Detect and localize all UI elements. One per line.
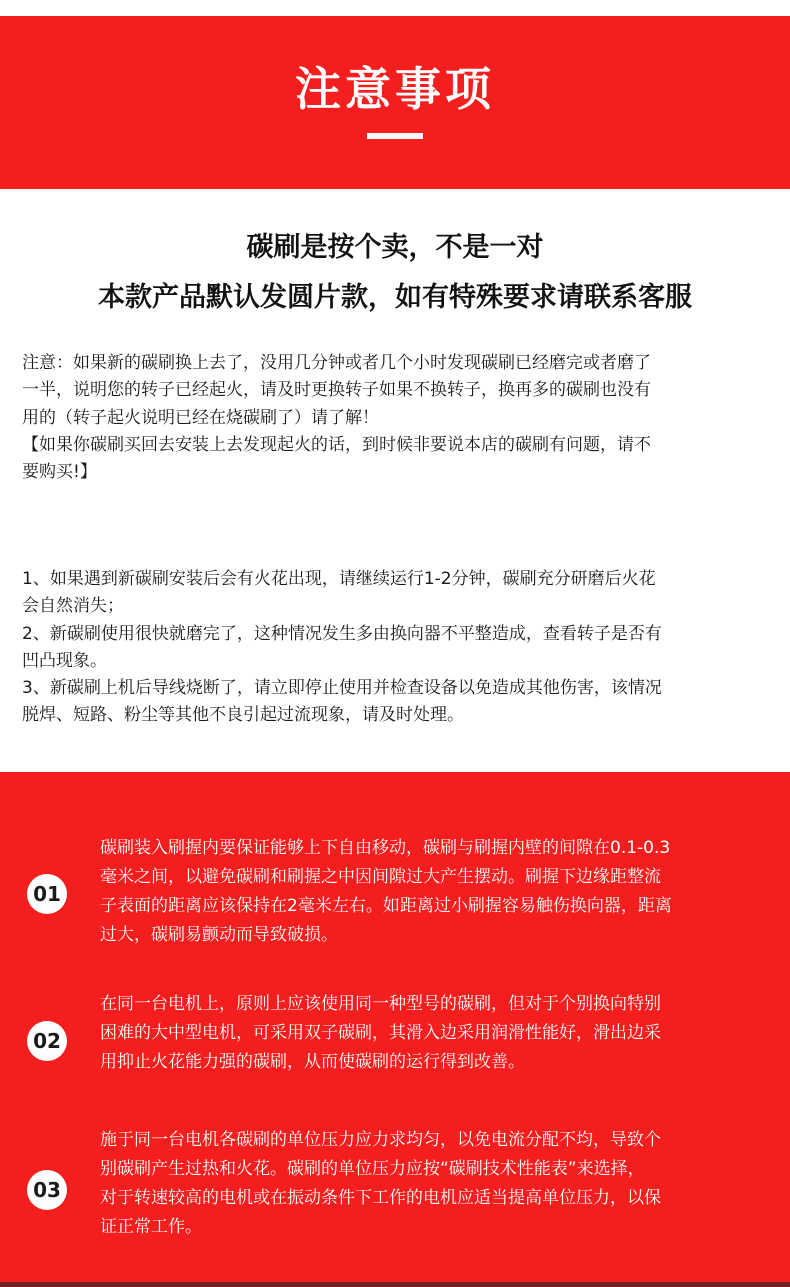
- tip-line: 别碳刷产生过热和火花。碳刷的单位压力应按“碳刷技术性能表”来选择，: [100, 1159, 645, 1179]
- tip-line: 子表面的距离应该保持在2毫米左右。如距离过小刷握容易触伤换向器，距离: [100, 896, 672, 916]
- notice-line: 要购买!】: [22, 462, 97, 483]
- notice-line: 一半，说明您的转子已经起火，请及时更换转子如果不换转子，换再多的碳刷也没有: [22, 380, 651, 401]
- tip-line: 在同一台电机上，原则上应该使用同一种型号的碳刷，但对于个别换向特别: [100, 994, 661, 1014]
- headline-sold-individually: 碳刷是按个卖，不是一对: [246, 232, 544, 263]
- tip-text: [100, 990, 770, 1077]
- tip-number-badge: 01: [27, 874, 67, 914]
- page-title: 注意事项: [295, 62, 495, 116]
- troubleshooting-steps: [22, 566, 772, 730]
- tip-text: [100, 834, 770, 950]
- tip-text: [100, 1126, 770, 1242]
- notice-line: 用的（转子起火说明已经在烧碳刷了）请了解！: [22, 407, 379, 428]
- tip-line: 过大，碳刷易颤动而导致破损。: [100, 925, 338, 945]
- tip-line: 施于同一台电机各碳刷的单位压力应力求均匀，以免电流分配不均，导致个: [100, 1130, 661, 1150]
- tip-number-badge: 02: [27, 1021, 67, 1061]
- step-line: 脱焊、短路、粉尘等其他不良引起过流现象，请及时处理。: [22, 705, 464, 726]
- tip-number-badge: 03: [27, 1170, 67, 1210]
- tip-line: 用抑止火花能力强的碳刷，从而使碳刷的运行得到改善。: [100, 1052, 525, 1072]
- notice-paragraph: [22, 350, 772, 486]
- notice-line: 【如果你碳刷买回去安装上去发现起火的话，到时候非要说本店的碳刷有问题，请不: [22, 434, 651, 455]
- title-underline: [367, 133, 423, 139]
- headline-default-shape: 本款产品默认发圆片款，如有特殊要求请联系客服: [98, 282, 692, 313]
- step-line: 1、如果遇到新碳刷安装后会有火花出现，请继续运行1-2分钟，碳刷充分研磨后火花: [22, 569, 656, 589]
- tip-line: 困难的大中型电机，可采用双子碳刷，其滑入边采用润滑性能好，滑出边采: [100, 1023, 661, 1043]
- tip-line: 证正常工作。: [100, 1217, 202, 1237]
- step-line: 会自然消失；: [22, 596, 124, 617]
- bottom-edge-divider: [0, 1282, 790, 1287]
- step-line: 3、新碳刷上机后导线烧断了，请立即停止使用并检查设备以免造成其他伤害，该情况: [22, 678, 662, 699]
- tip-line: 对于转速较高的电机或在振动条件下工作的电机应适当提高单位压力，以保: [100, 1188, 661, 1208]
- step-line: 凹凸现象。: [22, 650, 107, 671]
- notice-line: 注意：如果新的碳刷换上去了，没用几分钟或者几个小时发现碳刷已经磨完或者磨了: [22, 353, 651, 373]
- tip-line: 碳刷装入刷握内要保证能够上下自由移动，碳刷与刷握内壁的间隙在0.1-0.3: [100, 838, 671, 858]
- step-line: 2、新碳刷使用很快就磨完了，这种情况发生多由换向器不平整造成，查看转子是否有: [22, 623, 662, 644]
- tip-line: 毫米之间，以避免碳刷和刷握之中因间隙过大产生摆动。刷握下边缘距整流: [100, 867, 661, 887]
